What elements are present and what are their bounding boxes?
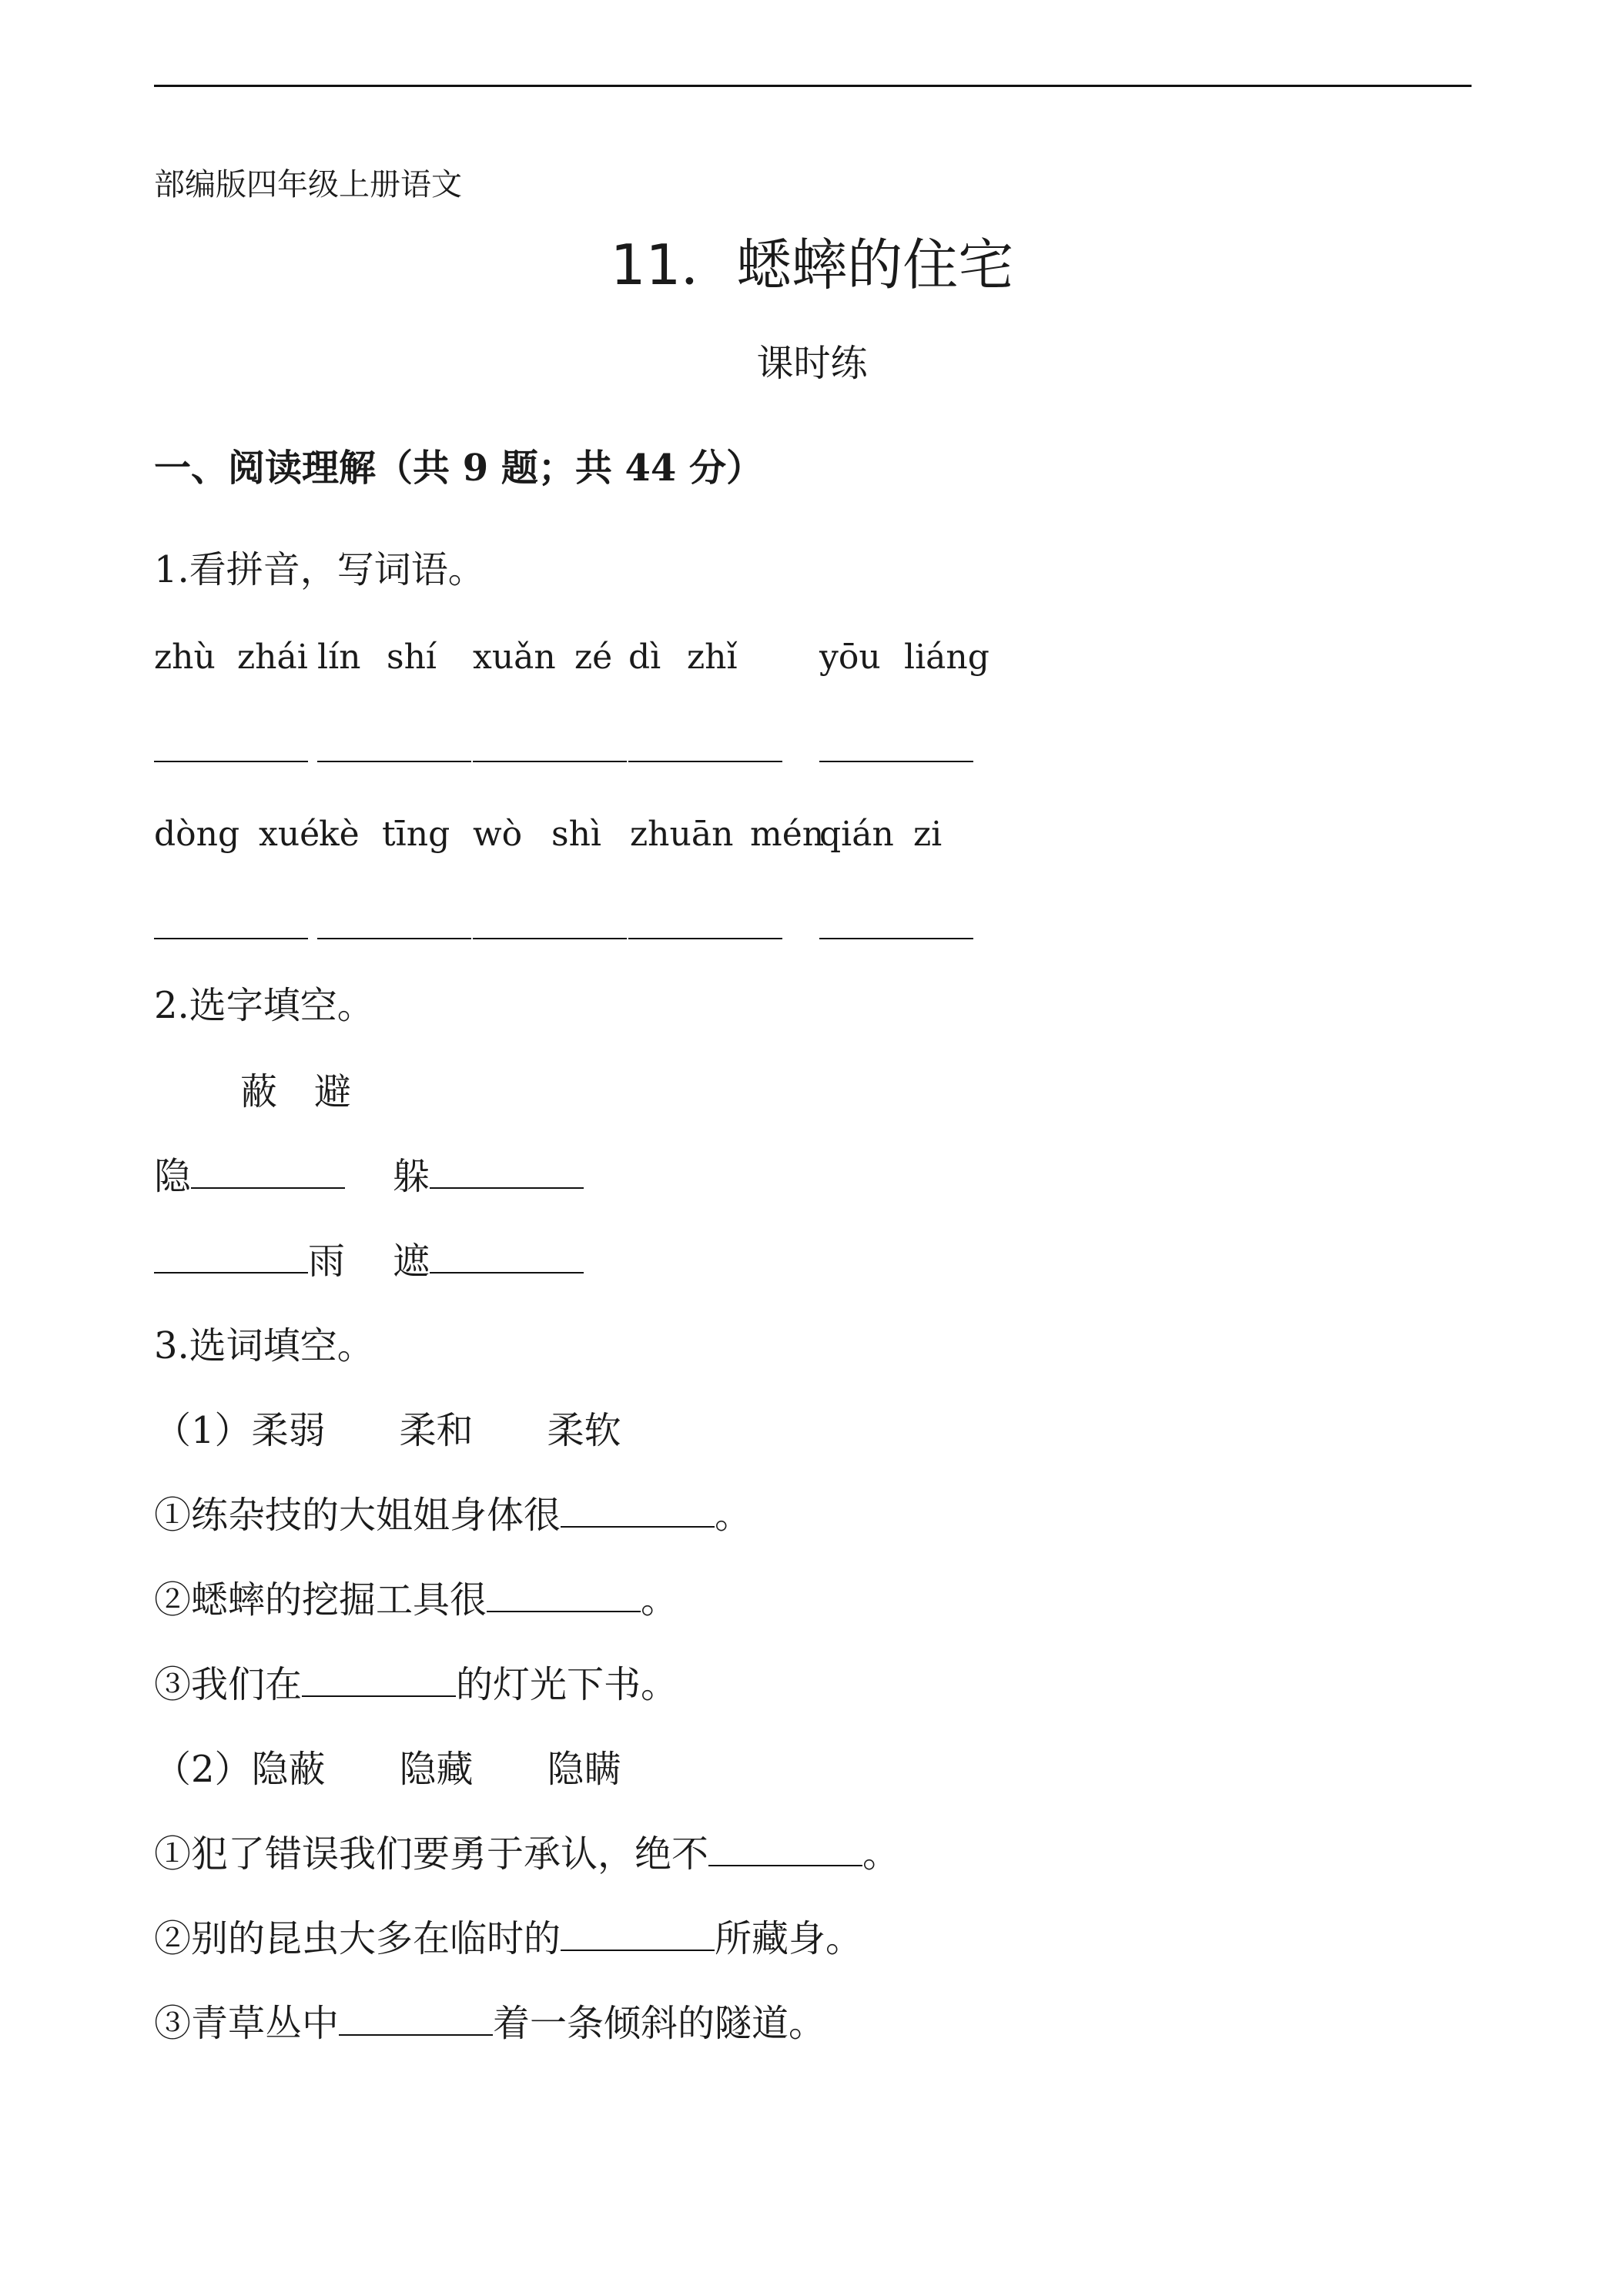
- pinyin: wò: [473, 815, 523, 854]
- q3-prompt: 3.选词填空。: [154, 1324, 374, 1367]
- pinyin: mén: [750, 815, 825, 854]
- item-suffix: 雨: [308, 1240, 346, 1283]
- answer-blank[interactable]: [473, 761, 627, 762]
- answer-blank[interactable]: [708, 1865, 862, 1866]
- item-prefix: 遮: [393, 1240, 430, 1283]
- q2-item-3: [154, 1240, 346, 1283]
- answer-blank[interactable]: [317, 761, 471, 762]
- sentence-text: 着一条倾斜的隧道。: [493, 2002, 826, 2045]
- pinyin: shì: [551, 815, 601, 854]
- answer-blank[interactable]: [628, 761, 782, 762]
- sentence-text: ②蟋蟀的挖掘工具很: [154, 1578, 487, 1622]
- answer-blank[interactable]: [628, 938, 782, 939]
- pinyin: zhù: [154, 638, 216, 677]
- sentence-text: 。: [862, 1832, 900, 1876]
- pinyin: shí: [387, 638, 437, 677]
- sentence-text: 。: [641, 1578, 678, 1622]
- header-rule: [154, 85, 1472, 87]
- answer-blank[interactable]: [339, 2034, 493, 2036]
- pinyin: zhái: [237, 638, 308, 677]
- q3-group1-sentence-1: [154, 1494, 752, 1537]
- q2-item-1: [154, 1155, 345, 1198]
- sentence-text: ①犯了错误我们要勇于承认，绝不: [154, 1832, 709, 1876]
- q2-item-2: [393, 1155, 584, 1198]
- q3-group2-sentence-3: [154, 2002, 826, 2045]
- pinyin: tīng: [382, 815, 450, 854]
- answer-blank[interactable]: [191, 1187, 345, 1189]
- sentence-text: ③我们在: [154, 1663, 303, 1706]
- answer-blank-row-2: [0, 938, 1624, 941]
- section-heading: 一、阅读理解（共 9 题；共 44 分）: [154, 447, 764, 490]
- pinyin: xué: [259, 815, 320, 854]
- q3-group1-options: （1）柔弱 柔和 柔软: [154, 1409, 621, 1452]
- pinyin: zé: [574, 638, 613, 677]
- q3-group2-sentence-2: [154, 1917, 863, 1960]
- answer-blank-row-1: [0, 761, 1624, 764]
- answer-blank[interactable]: [430, 1272, 584, 1274]
- answer-blank[interactable]: [819, 938, 973, 939]
- pinyin: lín: [317, 638, 361, 677]
- pinyin: qián: [819, 815, 894, 854]
- q3-group1-sentence-3: [154, 1663, 678, 1706]
- pinyin: xuǎn: [473, 638, 556, 677]
- answer-blank[interactable]: [561, 1950, 715, 1951]
- pinyin: zi: [913, 815, 943, 854]
- pinyin: yōu: [819, 638, 881, 677]
- item-prefix: 躲: [393, 1155, 430, 1198]
- answer-blank[interactable]: [154, 938, 308, 939]
- answer-blank[interactable]: [302, 1695, 456, 1697]
- q1-prompt: 1.看拼音，写词语。: [154, 548, 485, 591]
- page-title: 11．蟋蟀的住宅: [610, 233, 1014, 297]
- pinyin: liáng: [904, 638, 989, 677]
- pinyin: kè: [319, 815, 360, 854]
- q3-group2-sentence-1: [154, 1832, 900, 1876]
- pinyin: zhuān: [630, 815, 734, 854]
- sentence-text: 。: [715, 1494, 752, 1537]
- pinyin: dòng: [154, 815, 240, 854]
- answer-blank[interactable]: [154, 1272, 308, 1274]
- item-prefix: 隐: [154, 1155, 192, 1198]
- answer-blank[interactable]: [430, 1187, 584, 1189]
- sentence-text: 的灯光下书。: [456, 1663, 678, 1706]
- answer-blank[interactable]: [317, 938, 471, 939]
- answer-blank[interactable]: [473, 938, 627, 939]
- pinyin: zhǐ: [687, 638, 738, 677]
- sentence-text: ②别的昆虫大多在临时的: [154, 1917, 561, 1960]
- q2-prompt: 2.选字填空。: [154, 984, 374, 1027]
- pinyin: dì: [628, 638, 661, 677]
- q3-group2-options: （2）隐蔽 隐藏 隐瞒: [154, 1748, 621, 1791]
- sentence-text: 所藏身。: [715, 1917, 863, 1960]
- answer-blank[interactable]: [819, 761, 973, 762]
- sentence-text: ③青草丛中: [154, 2002, 340, 2045]
- subject-label: 部编版四年级上册语文: [154, 167, 462, 202]
- q3-group1-sentence-2: [154, 1578, 678, 1622]
- q2-item-4: [393, 1240, 584, 1283]
- page-subtitle: 课时练: [756, 342, 868, 385]
- answer-blank[interactable]: [154, 761, 308, 762]
- answer-blank[interactable]: [487, 1611, 641, 1612]
- answer-blank[interactable]: [561, 1526, 715, 1528]
- q2-choices: 蔽 避: [240, 1070, 352, 1113]
- sentence-text: ①练杂技的大姐姐身体很: [154, 1494, 561, 1537]
